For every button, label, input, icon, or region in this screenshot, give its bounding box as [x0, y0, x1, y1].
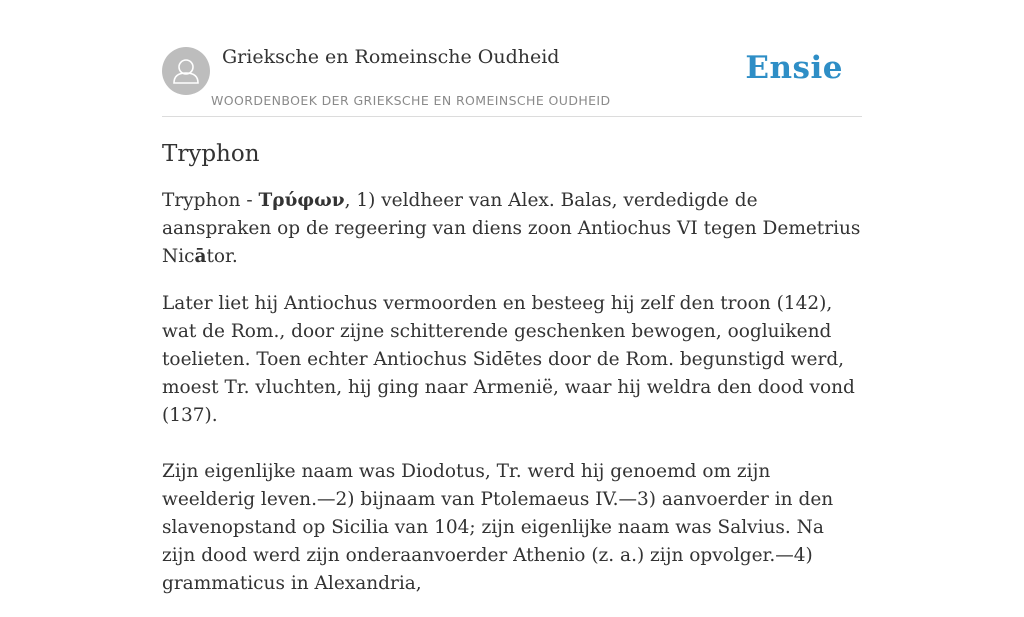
entry-title: Tryphon — [162, 141, 260, 167]
entry-text: , 1) veldheer van Alex. Balas, verdedigde de aanspraken op de regeering van diens zoon Antiochus VI tegen Demetrius Nic — [162, 190, 861, 267]
dictionary-title[interactable]: Grieksche en Romeinsche Oudheid — [222, 46, 560, 68]
entry-lead: Tryphon - — [162, 190, 259, 211]
brand-logo[interactable]: Ensie — [745, 50, 843, 86]
greek-term: Τρύφων — [258, 190, 345, 211]
entry-paragraph-1 — [162, 187, 862, 271]
user-silhouette-icon — [162, 47, 210, 95]
entry-paragraph-2: Later liet hij Antiochus vermoorden en besteeg hij zelf den troon (142), wat de Rom., door zijne schitterende geschenken bewogen, oogluikend toelieten. Toen echter Antiochus Sidētes door de Rom. begunstigd werd, moest Tr. vluchten, hij ging naar Armenië, waar hij weldra den dood vond (137). — [162, 293, 855, 426]
entry-text-end: tor. — [206, 246, 238, 267]
entry-content — [162, 138, 862, 617]
site-header — [162, 40, 862, 117]
avatar[interactable] — [162, 47, 210, 95]
dictionary-subtitle: WOORDENBOEK DER GRIEKSCHE EN ROMEINSCHE OUDHEID — [211, 93, 611, 108]
macron-letter: ā — [194, 246, 207, 267]
entry-paragraph-3: Zijn eigenlijke naam was Diodotus, Tr. werd hij genoemd om zijn weelderig leven.—2) bijnaam van Ptolemaeus IV.—3) aanvoerder in den slavenopstand op Sicilia van 104; zijn eigenlijke naam was Salvius. Na zijn dood werd zijn onderaanvoerder Athenio (z. a.) zijn opvolger.—4) grammaticus in Alexandria, — [162, 461, 834, 594]
